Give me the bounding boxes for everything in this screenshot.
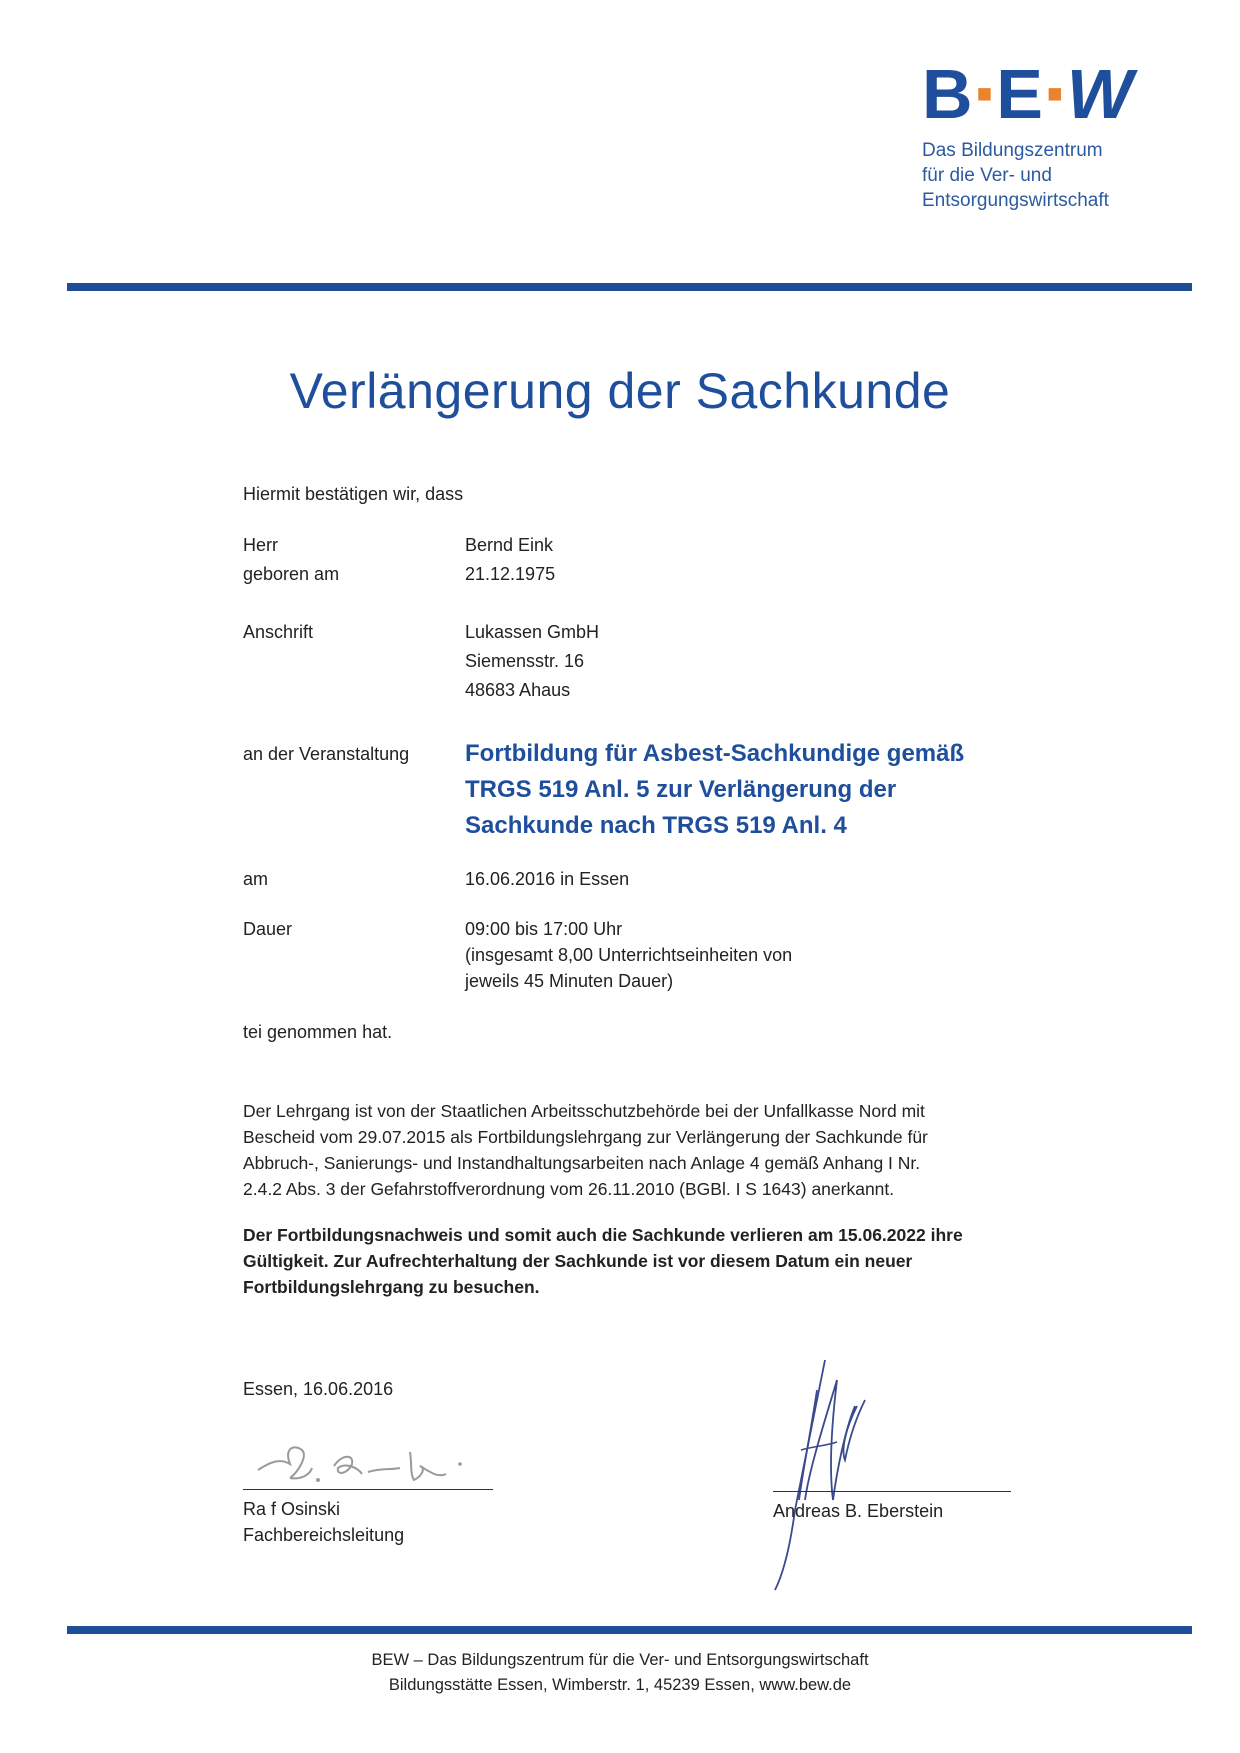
intro-text: Hiermit bestätigen wir, dass — [243, 484, 464, 504]
address-line-2: Siemensstr. 16 — [465, 651, 585, 671]
footer-divider — [67, 1626, 1192, 1634]
validity-paragraph — [243, 1222, 1023, 1300]
paragraph1-line-2: Bescheid vom 29.07.2015 als Fortbildungslehrgang zur Verlängerung der Sachkunde für — [243, 1127, 928, 1147]
event-label: an der Veranstaltung — [243, 744, 410, 764]
recognition-paragraph — [243, 1098, 1023, 1202]
person-name: Bernd Eink — [465, 535, 554, 555]
signer-left-name: Ra f Osinski — [243, 1499, 341, 1519]
tagline-line-2: für die Ver- und — [922, 165, 1052, 186]
header-divider — [67, 283, 1192, 291]
address-line-1: Lukassen GmbH — [465, 622, 600, 642]
footer — [0, 1648, 1240, 1698]
logo-letter-b: B — [922, 55, 974, 133]
paragraph2-line-3: Fortbildungslehrgang zu besuchen. — [243, 1277, 540, 1297]
paragraph1-line-3: Abbruch-, Sanierungs- und Instandhaltungsarbeiten nach Anlage 4 gemäß Anhang I Nr. — [243, 1153, 921, 1173]
page-title: Verlängerung der Sachkunde — [289, 363, 951, 419]
event-title — [465, 736, 964, 844]
bew-logo — [922, 55, 1152, 133]
signature-line-left — [243, 1489, 493, 1490]
birth-date: 21.12.1975 — [465, 564, 556, 584]
event-title-line-2: TRGS 519 Anl. 5 zur Verlängerung der — [465, 776, 897, 803]
paragraph1-line-4: 2.4.2 Abs. 3 der Gefahrstoffverordnung vom 26.11.2010 (BGBl. I S 1643) anerkannt. — [243, 1179, 895, 1199]
footer-line-1: BEW – Das Bildungszentrum für die Ver- und Entsorgungswirtschaft — [371, 1651, 869, 1669]
event-date: 16.06.2016 in Essen — [465, 869, 630, 889]
salutation-label: Herr — [243, 535, 278, 555]
paragraph1-line-1: Der Lehrgang ist von der Staatlichen Arbeitsschutzbehörde bei der Unfallkasse Nord mit — [243, 1101, 925, 1121]
duration-line-1: 09:00 bis 17:00 Uhr — [465, 919, 623, 939]
logo-letter-w: W — [1066, 55, 1134, 133]
event-title-line-1: Fortbildung für Asbest-Sachkundige gemäß — [465, 740, 965, 767]
duration-line-3: jeweils 45 Minuten Dauer) — [465, 971, 674, 991]
address-label: Anschrift — [243, 622, 314, 642]
logo-tagline — [922, 138, 1202, 213]
signature-line-right — [773, 1491, 1011, 1492]
birth-label: geboren am — [243, 564, 340, 584]
signer-left-role: Fachbereichsleitung — [243, 1525, 405, 1545]
logo-dot-icon: ▪ — [975, 65, 995, 121]
tagline-line-1: Das Bildungszentrum — [922, 140, 1103, 161]
duration-block — [465, 916, 792, 994]
duration-label: Dauer — [243, 919, 293, 939]
event-title-line-3: Sachkunde nach TRGS 519 Anl. 4 — [465, 812, 847, 839]
footer-line-2: Bildungsstätte Essen, Wimberstr. 1, 45239 Essen, www.bew.de — [388, 1676, 852, 1694]
address-block — [465, 619, 599, 703]
duration-line-2: (insgesamt 8,00 Unterrichtseinheiten von — [465, 945, 793, 965]
logo-letter-e: E — [996, 55, 1044, 133]
place-date: Essen, 16.06.2016 — [243, 1379, 394, 1399]
signature-right-image — [745, 1350, 945, 1600]
signature-left-image — [250, 1428, 500, 1498]
logo-dot-icon: ▪ — [1046, 65, 1065, 121]
paragraph2-line-1: Der Fortbildungsnachweis und somit auch die Sachkunde verlieren am 15.06.2022 ihre — [243, 1225, 963, 1245]
date-label: am — [243, 869, 269, 889]
address-line-3: 48683 Ahaus — [465, 680, 571, 700]
paragraph2-line-2: Gültigkeit. Zur Aufrechterhaltung der Sachkunde ist vor diesem Datum ein neuer — [243, 1251, 913, 1271]
signer-right-name: Andreas B. Eberstein — [773, 1501, 944, 1521]
tagline-line-3: Entsorgungswirtschaft — [922, 190, 1109, 211]
closing-text: tei genommen hat. — [243, 1022, 393, 1042]
